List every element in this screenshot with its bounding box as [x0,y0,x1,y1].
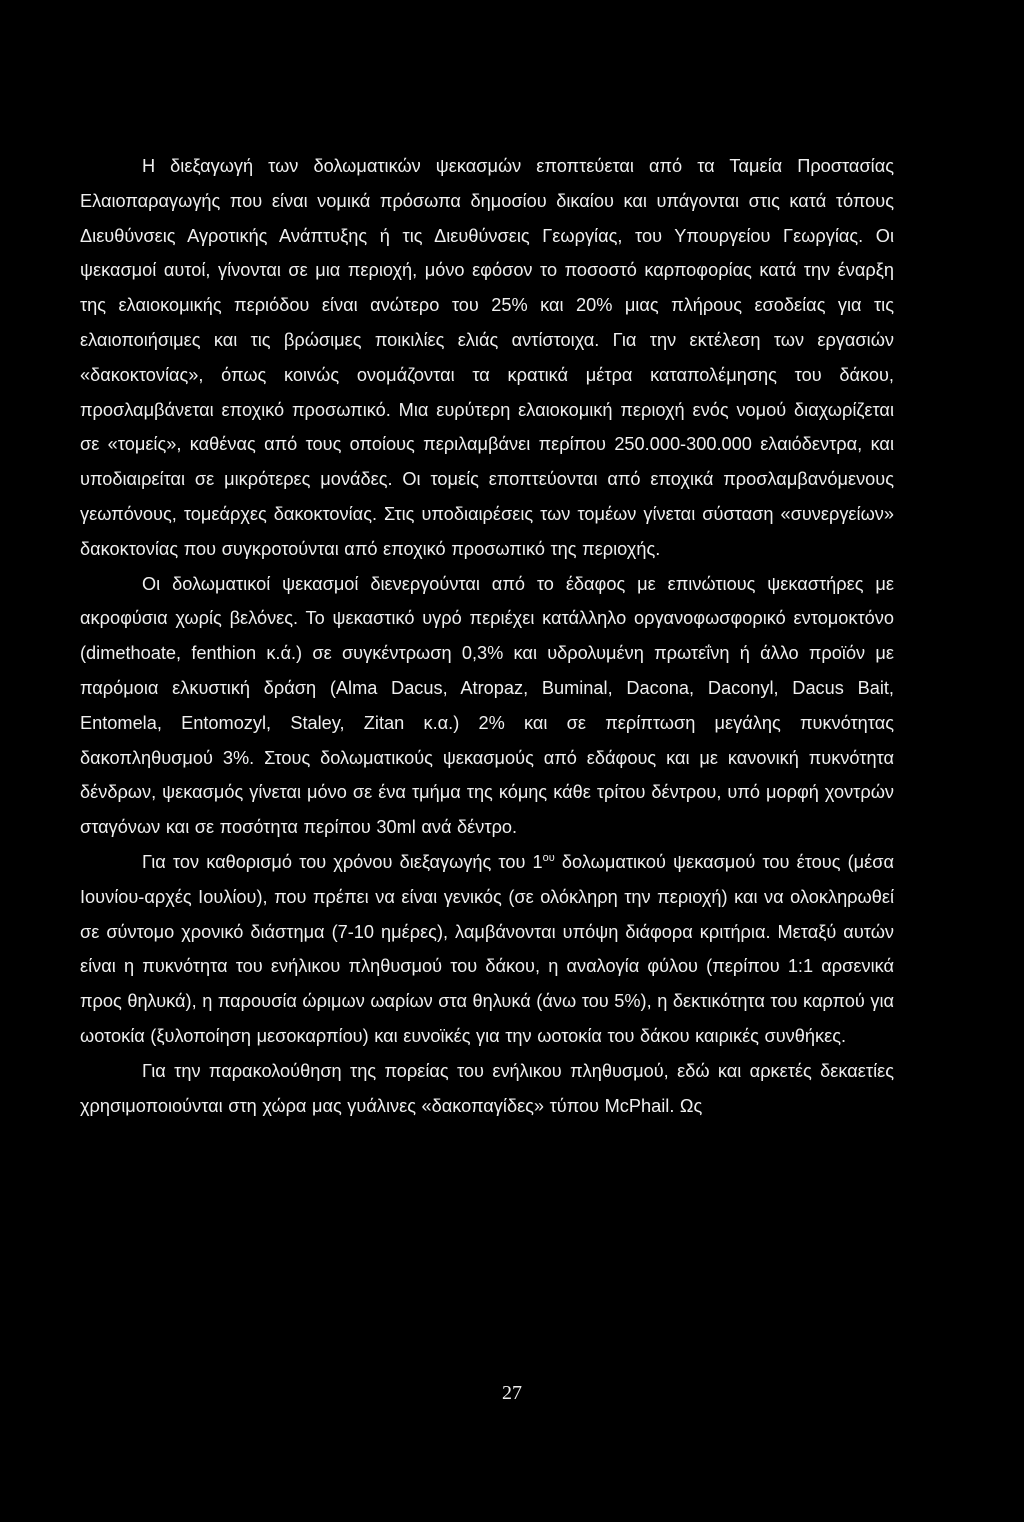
page-number: 27 [502,1382,522,1404]
paragraph-3-start: Για τον καθορισμό του χρόνου διεξαγωγής του 1 [142,851,543,872]
ordinal-superscript: ου [542,851,555,864]
body-text [80,149,894,1123]
paragraph-1: Η διεξαγωγή των δολωματικών ψεκασμών εποπτεύεται από τα Ταμεία Προστασίας Ελαιοπαραγωγής που είναι νομικά πρόσωπα δημοσίου δικαίου και υπάγονται στις κατά τόπους Διευθύνσεις Αγροτικής Ανάπτυξης ή τις Διευθύνσεις Γεωργίας, του Υπουργείου Γεωργίας. Οι ψεκασμοί αυτοί, γίνονται σε μια περιοχή, μόνο εφόσον το ποσοστό καρποφορίας κατά την έναρξη της ελαιοκομικής περιόδου είναι ανώτερο του 25% και 20% μιας πλήρους εσοδείας για τις ελαιοποιήσιμες και τις βρώσιμες ποικιλίες ελιάς αντίστοιχα. Για την εκτέλεση των εργασιών «δακοκτονίας», όπως κοινώς ονομάζονται τα κρατικά μέτρα καταπολέμησης του δάκου, προσλαμβάνεται εποχικό προσωπικό. Μια ευρύτερη ελαιοκομική περιοχή ενός νομού διαχωρίζεται σε «τομείς», καθένας από τους οποίους περιλαμβάνει περίπου 250.000-300.000 ελαιόδεντρα, και υποδιαιρείται σε μικρότερες μονάδες. Οι τομείς εποπτεύονται από εποχικά προσλαμβανόμενους γεωπόνους, τομεάρχες δακοκτονίας. Στις υποδιαιρέσεις των τομέων γίνεται σύσταση «συνεργείων» δακοκτονίας που συγκροτούνται από εποχικό προσωπικό της περιοχής. [80,156,894,559]
paragraph-2: Οι δολωματικοί ψεκασμοί διενεργούνται από το έδαφος με επινώτιους ψεκαστήρες με ακροφύσια χωρίς βελόνες. Το ψεκαστικό υγρό περιέχει κατάλληλο οργανοφωσφορικό εντομοκτόνο (dimethoate, fenthion κ.ά.) σε συγκέντρωση 0,3% και υδρολυμένη πρωτεΐνη ή άλλο προϊόν με παρόμοια ελκυστική δράση (Alma Dacus, Atropaz, Buminal, Dacona, Daconyl, Dacus Bait, Entomela, Entomozyl, Staley, Zitan κ.α.) 2% και σε περίπτωση μεγάλης πυκνότητας δακοπληθυσμού 3%. Στους δολωματικούς ψεκασμούς από εδάφους και με κανονική πυκνότητα δένδρων, ψεκασμός γίνεται μόνο σε ένα τμήμα της κόμης κάθε τρίτου δέντρου, υπό μορφή χοντρών σταγόνων και σε ποσότητα περίπου 30ml ανά δέντρο. [80,573,894,838]
paragraph-4: Για την παρακολούθηση της πορείας του ενήλικου πληθυσμού, εδώ και αρκετές δεκαετίες χρησιμοποιούνται στη χώρα μας γυάλινες «δακοπαγίδες» τύπου McPhail. Ως [80,1060,894,1116]
paragraph-3-rest: δολωματικού ψεκασμού του έτους (μέσα Ιουνίου-αρχές Ιουλίου), που πρέπει να είναι γενικός (σε ολόκληρη την περιοχή) και να ολοκληρωθεί σε σύντομο χρονικό διάστημα (7-10 ημέρες), λαμβάνονται υπόψη διάφορα κριτήρια. Μεταξύ αυτών είναι η πυκνότητα του ενήλικου πληθυσμού του δάκου, η αναλογία φύλου (περίπου 1:1 αρσενικά προς θηλυκά), η παρουσία ώριμων ωαρίων στα θηλυκά (άνω του 5%), η δεκτικότητα του καρπού για ωοτοκία (ξυλοποίηση μεσοκαρπίου) και ευνοϊκές για την ωοτοκία του δάκου καιρικές συνθήκες. [80,851,894,1046]
paragraph-3 [80,845,894,1054]
